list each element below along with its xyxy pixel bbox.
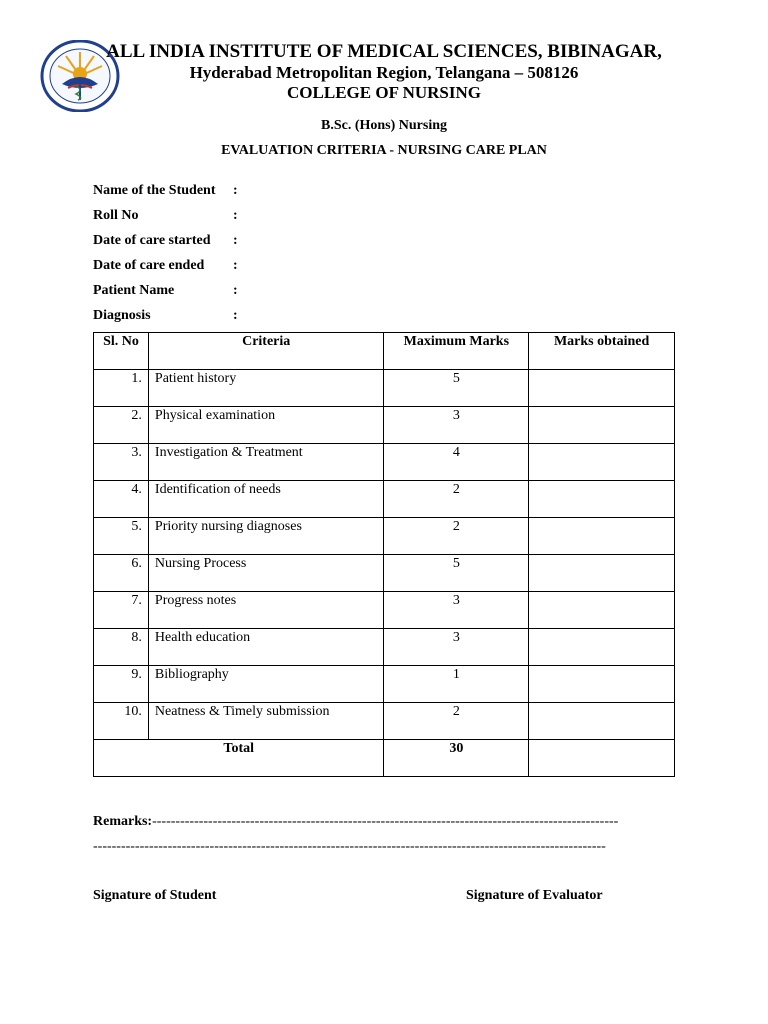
table-row [94,703,675,740]
cell-criteria: Priority nursing diagnoses [148,518,384,555]
total-max-marks: 30 [384,740,529,777]
table-row [94,444,675,481]
cell-criteria: Bibliography [148,666,384,703]
cell-max-marks: 5 [384,370,529,407]
cell-sl-no: 7. [94,592,149,629]
field-separator: : [233,208,238,223]
cell-marks-obtained[interactable] [529,518,675,555]
total-label: Total [94,740,384,777]
field-label: Date of care started [93,233,211,248]
cell-marks-obtained[interactable] [529,481,675,518]
cell-max-marks: 2 [384,518,529,555]
total-marks-obtained[interactable] [529,740,675,777]
remarks-line-2[interactable]: -------------------------------------------------------------------------------------------------------------- [93,839,606,854]
field-patient-name [93,282,238,299]
table-row [94,592,675,629]
cell-marks-obtained[interactable] [529,444,675,481]
criteria-table [93,332,675,777]
cell-criteria: Patient history [148,370,384,407]
cell-sl-no: 5. [94,518,149,555]
table-total-row [94,740,675,777]
cell-sl-no: 4. [94,481,149,518]
programme-name: B.Sc. (Hons) Nursing [320,118,448,133]
cell-max-marks: 3 [384,407,529,444]
cell-marks-obtained[interactable] [529,555,675,592]
college-name: COLLEGE OF NURSING [287,83,481,102]
cell-marks-obtained[interactable] [529,629,675,666]
field-separator: : [233,308,238,323]
cell-sl-no: 9. [94,666,149,703]
remarks-dashes: ---------------------------------------------------------------------------------------------------- [152,814,619,829]
table-row [94,481,675,518]
cell-marks-obtained[interactable] [529,592,675,629]
cell-max-marks: 3 [384,592,529,629]
table-row [94,407,675,444]
table-row [94,370,675,407]
cell-sl-no: 10. [94,703,149,740]
field-label: Name of the Student [93,183,216,198]
field-roll-no [93,207,238,224]
table-row [94,518,675,555]
cell-marks-obtained[interactable] [529,407,675,444]
cell-sl-no: 2. [94,407,149,444]
field-diagnosis [93,307,238,324]
signature-evaluator: Signature of Evaluator [466,888,603,903]
cell-sl-no: 1. [94,370,149,407]
cell-max-marks: 1 [384,666,529,703]
cell-max-marks: 2 [384,481,529,518]
institute-name: ALL INDIA INSTITUTE OF MEDICAL SCIENCES, BIBINAGAR, [106,41,662,62]
cell-criteria: Physical examination [148,407,384,444]
cell-sl-no: 8. [94,629,149,666]
cell-max-marks: 5 [384,555,529,592]
signature-student: Signature of Student [93,888,217,903]
field-separator: : [233,233,238,248]
table-row [94,666,675,703]
cell-criteria: Health education [148,629,384,666]
field-separator: : [233,183,238,198]
remarks-line[interactable] [93,814,618,830]
col-header-criteria: Criteria [148,333,384,370]
cell-marks-obtained[interactable] [529,703,675,740]
cell-criteria: Identification of needs [148,481,384,518]
cell-criteria: Neatness & Timely submission [148,703,384,740]
cell-max-marks: 2 [384,703,529,740]
table-header-row [94,333,675,370]
cell-criteria: Progress notes [148,592,384,629]
col-header-max-marks: Maximum Marks [384,333,529,370]
cell-max-marks: 4 [384,444,529,481]
field-label: Date of care ended [93,258,205,273]
cell-criteria: Investigation & Treatment [148,444,384,481]
cell-marks-obtained[interactable] [529,666,675,703]
field-label: Patient Name [93,283,175,298]
table-row [94,629,675,666]
form-title: EVALUATION CRITERIA - NURSING CARE PLAN [221,143,547,158]
institute-region: Hyderabad Metropolitan Region, Telangana – 508126 [189,63,579,82]
cell-marks-obtained[interactable] [529,370,675,407]
col-header-sl-no: Sl. No [94,333,149,370]
remarks-label: Remarks: [93,814,153,829]
field-label: Roll No [93,208,139,223]
field-separator: : [233,258,238,273]
field-separator: : [233,283,238,298]
table-row [94,555,675,592]
field-care-started [93,232,238,249]
field-student-name [93,182,238,199]
field-label: Diagnosis [93,308,151,323]
cell-max-marks: 3 [384,629,529,666]
field-care-ended [93,257,238,274]
cell-criteria: Nursing Process [148,555,384,592]
col-header-marks-obtained: Marks obtained [529,333,675,370]
cell-sl-no: 3. [94,444,149,481]
cell-sl-no: 6. [94,555,149,592]
